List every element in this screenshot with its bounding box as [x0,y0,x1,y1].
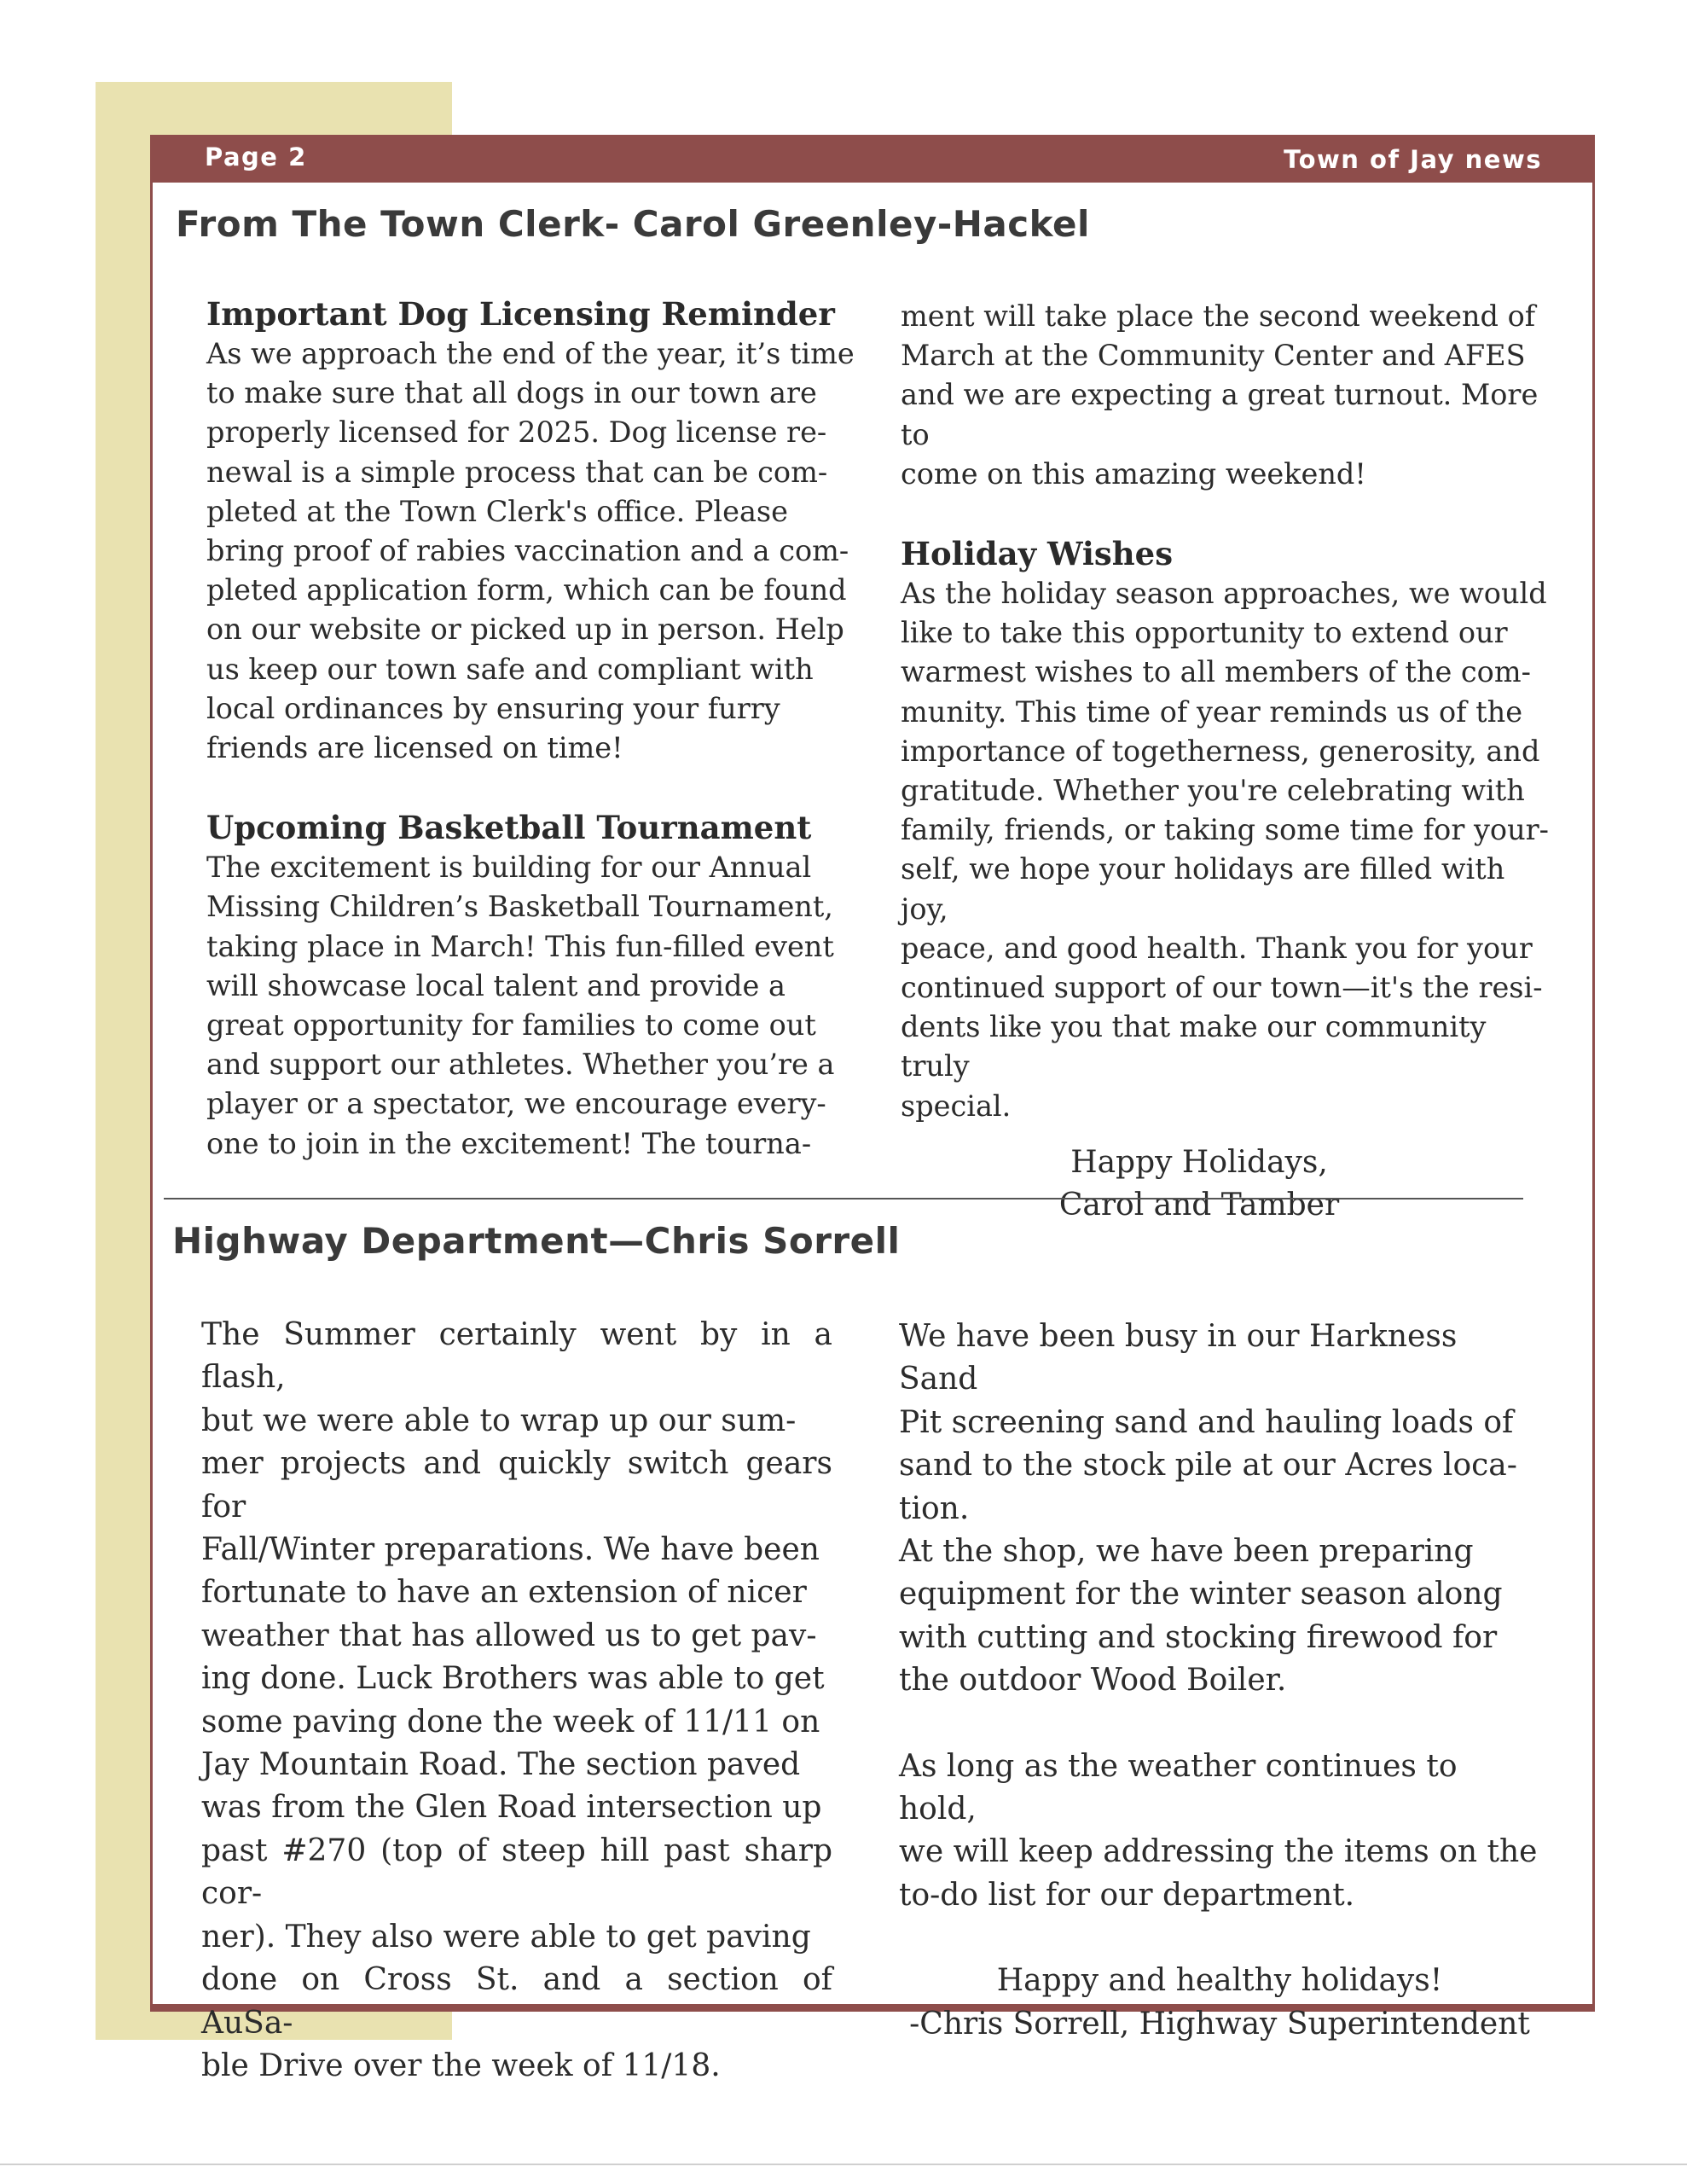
highway-section-title: Highway Department—Chris Sorrell [172,1220,901,1262]
holiday-wishes-text: As the holiday season approaches, we would like to take this opportunity to extend our warmest wishes to all members of the com- munity. This time of year reminds us of the importance of togetherness, generosity, and gratitude. Whether you're celebrating with family, friends, or taking some time for your- self, we hope your holidays are filled with joy, peace, and good health. Thank you for your continued support of our town—it's the resi- dents like you that make our community truly special. [901,577,1549,1123]
highway-paving-text: The Summer certainly went by in a flash, but we were able to wrap up our sum- mer projects and quickly switch gears for Fall/Winter preparations. We have been fortunate to have an extension of nicer weather that has allowed us to get pav- ing done. Luck Brothers was able to get some paving done the week of 11/11 on Jay Mountain Road. The section paved was from the Glen Road intersection up past #270 (top of steep hill past sharp cor- ner). They also were able to get paving done on Cross St. and a section of AuSa- ble Drive over the week of 11/18. [201,1317,832,2083]
page-number: Page 2 [205,142,307,171]
basketball-heading: Upcoming Basketball Tournament [206,809,812,847]
highway-signoff: Happy and healthy holidays! -Chris Sorrell, Highway Superintendent [909,1963,1530,2042]
clerk-section-title: From The Town Clerk- Carol Greenley-Hackel [176,203,1090,245]
clerk-signoff: Happy Holidays, Carol and Tamber [1058,1144,1340,1223]
scan-edge-line [0,2164,1687,2165]
highway-sand-pit-text: We have been busy in our Harkness Sand Pit screening sand and hauling loads of sand to the stock pile at our Acres loca- tion. [899,1319,1517,1526]
highway-right-column [899,1316,1540,2046]
highway-weather-text: As long as the weather continues to hold, we will keep addressing the items on the to-do list for our department. [899,1748,1538,1913]
clerk-left-column [206,293,855,1164]
newsletter-name: Town of Jay news [1284,145,1542,174]
dog-licensing-heading: Important Dog Licensing Reminder [206,295,835,333]
clerk-right-column [901,297,1549,1227]
highway-left-column [201,1314,832,2088]
highway-shop-text: At the shop, we have been preparing equipment for the winter season along with cutting and stocking firewood for the outdoor Wood Boiler. [899,1534,1503,1699]
page-header-bar [150,135,1595,183]
holiday-wishes-heading: Holiday Wishes [901,535,1174,573]
basketball-text: The excitement is building for our Annual Missing Children’s Basketball Tournament, taking place in March! This fun-filled event will showcase local talent and provide a great opportunity for families to come out and support our athletes. Whether you’re a player or a spectator, we encourage every- one to join in the excitement! The tourna- [206,851,835,1160]
section-divider [164,1198,1523,1199]
dog-licensing-text: As we approach the end of the year, it’s time to make sure that all dogs in our town are properly licensed for 2025. Dog license re- newal is a simple process that can be com- pleted at the Town Clerk's office. Please bring proof of rabies vaccination and a com- pleted application form, which can be found on our website or picked up in person. Help us keep our town safe and compliant with local ordinances by ensuring your furry friends are licensed on time! [206,337,855,765]
basketball-text-continued: ment will take place the second weekend of March at the Community Center and AFES and we are expecting a great turnout. More to come on this amazing weekend! [901,299,1539,491]
